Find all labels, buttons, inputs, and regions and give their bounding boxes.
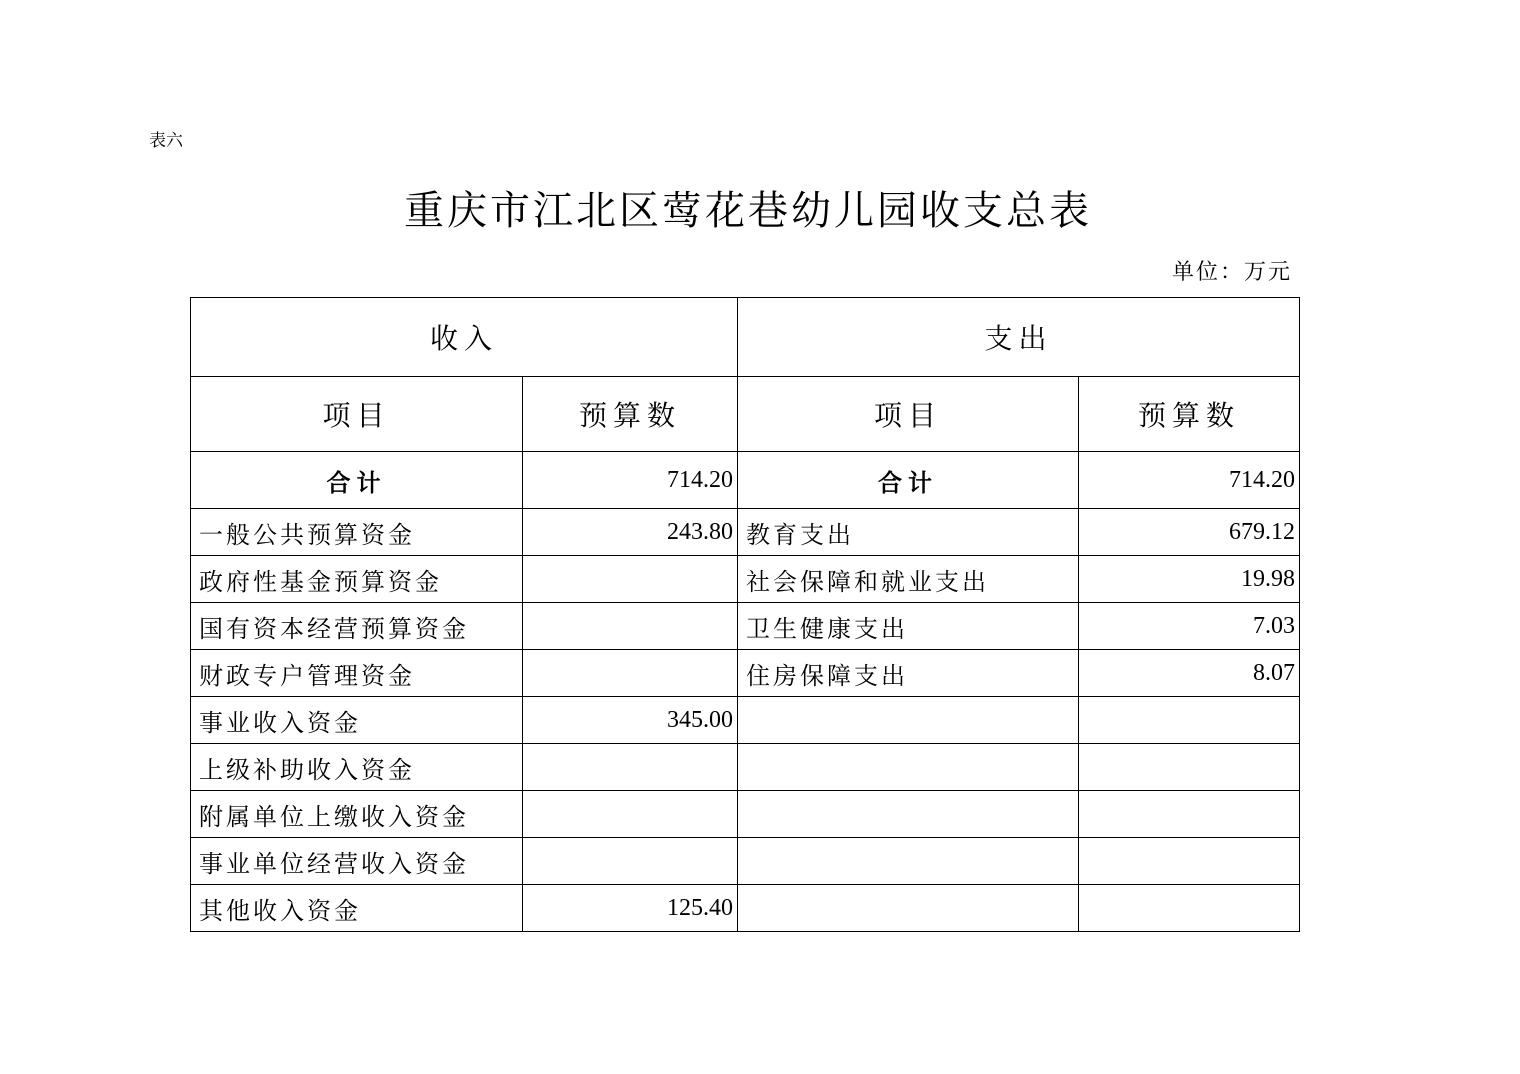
income-value — [523, 791, 738, 838]
income-item: 国有资本经营预算资金 — [191, 603, 523, 650]
table-row — [191, 744, 1300, 791]
expenditure-value: 679.12 — [1079, 509, 1300, 556]
expenditure-item — [738, 744, 1079, 791]
unit-label: 单位：万元 — [1171, 260, 1292, 285]
total-row — [191, 452, 1300, 509]
expenditure-item: 住房保障支出 — [738, 650, 1079, 697]
expenditure-value — [1079, 697, 1300, 744]
table-row — [191, 838, 1300, 885]
expenditure-value: 19.98 — [1079, 556, 1300, 603]
income-value: 243.80 — [523, 509, 738, 556]
income-header: 收入 — [191, 298, 738, 377]
expenditure-item: 卫生健康支出 — [738, 603, 1079, 650]
expenditure-value — [1079, 744, 1300, 791]
income-expenditure-table — [190, 297, 1300, 932]
expenditure-value: 7.03 — [1079, 603, 1300, 650]
expenditure-budget-header: 预算数 — [1079, 377, 1300, 452]
income-item: 一般公共预算资金 — [191, 509, 523, 556]
table-row — [191, 791, 1300, 838]
income-item: 财政专户管理资金 — [191, 650, 523, 697]
table-row — [191, 603, 1300, 650]
expenditure-item — [738, 791, 1079, 838]
expenditure-value — [1079, 885, 1300, 932]
expenditure-item — [738, 885, 1079, 932]
income-item: 附属单位上缴收入资金 — [191, 791, 523, 838]
income-value — [523, 556, 738, 603]
table-row — [191, 556, 1300, 603]
table-row — [191, 697, 1300, 744]
expenditure-item: 教育支出 — [738, 509, 1079, 556]
income-value — [523, 603, 738, 650]
table-row — [191, 885, 1300, 932]
expenditure-value — [1079, 838, 1300, 885]
column-header-row — [191, 377, 1300, 452]
expenditure-item: 社会保障和就业支出 — [738, 556, 1079, 603]
income-item: 其他收入资金 — [191, 885, 523, 932]
income-value: 345.00 — [523, 697, 738, 744]
expenditure-item — [738, 838, 1079, 885]
table-number-label: 表六 — [149, 131, 183, 151]
income-value — [523, 838, 738, 885]
income-item: 事业收入资金 — [191, 697, 523, 744]
income-budget-header: 预算数 — [523, 377, 738, 452]
table-header-row — [191, 298, 1300, 377]
income-item-header: 项目 — [191, 377, 523, 452]
document-title: 重庆市江北区莺花巷幼儿园收支总表 — [404, 188, 1092, 234]
expenditure-value: 8.07 — [1079, 650, 1300, 697]
income-item: 政府性基金预算资金 — [191, 556, 523, 603]
income-item: 事业单位经营收入资金 — [191, 838, 523, 885]
income-total-value: 714.20 — [523, 452, 738, 509]
expenditure-value — [1079, 791, 1300, 838]
income-item: 上级补助收入资金 — [191, 744, 523, 791]
income-value: 125.40 — [523, 885, 738, 932]
income-total-label: 合计 — [191, 452, 523, 509]
income-value — [523, 744, 738, 791]
expenditure-header: 支出 — [738, 298, 1300, 377]
expenditure-total-value: 714.20 — [1079, 452, 1300, 509]
expenditure-item-header: 项目 — [738, 377, 1079, 452]
expenditure-item — [738, 697, 1079, 744]
expenditure-total-label: 合计 — [738, 452, 1079, 509]
table-row — [191, 509, 1300, 556]
income-value — [523, 650, 738, 697]
table-row — [191, 650, 1300, 697]
